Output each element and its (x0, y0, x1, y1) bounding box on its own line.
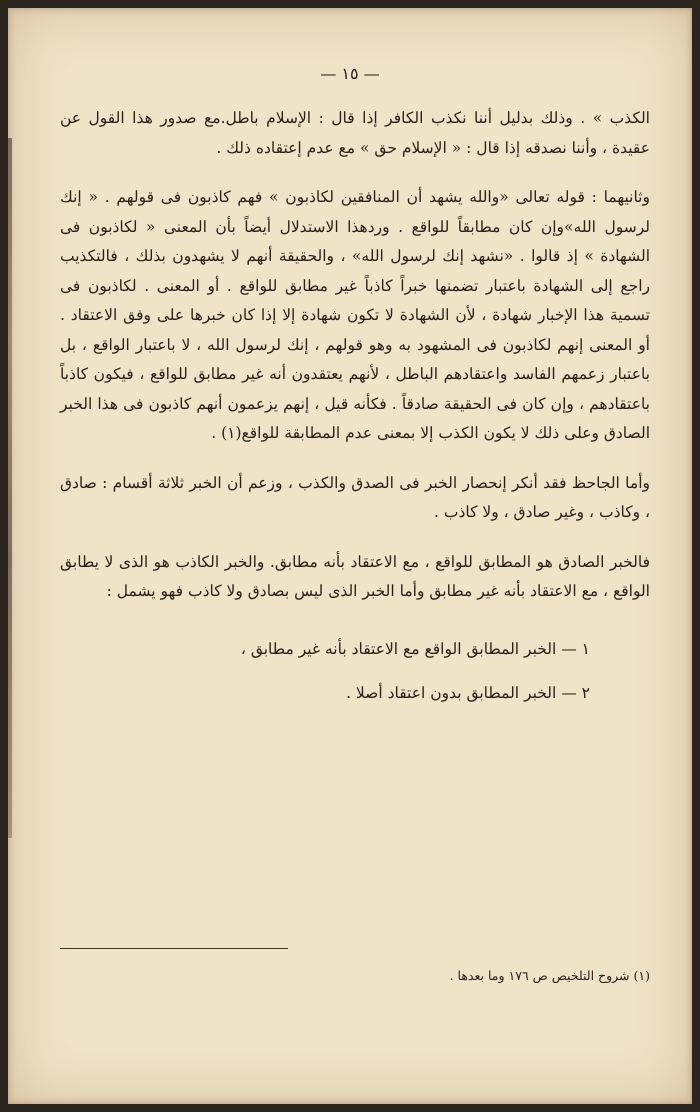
paragraph-4: فالخبر الصادق هو المطابق للواقع ، مع الاعتقاد بأنه مطابق. والخبر الكاذب هو الذى لا يطابق الواقع ، مع الاعتقاد بأنه غير مطابق وأما الخبر الذى ليس بصادق ولا كاذب فهو يشمل : (60, 552, 650, 600)
book-page (8, 8, 692, 1104)
paragraph-3: وأما الجاحظ فقد أنكر إنحصار الخبر فى الصدق والكذب ، وزعم أن الخبر ثلاثة أقسام : صادق ، وكاذب ، وغير صادق ، ولا كاذب . (60, 473, 650, 521)
footnote: (١) شروح التلخيص ص ١٧٦ وما بعدها . (449, 968, 650, 983)
numbered-list (60, 627, 650, 715)
list-item: ٢ — الخبر المطابق بدون اعتقاد أصلا . (346, 683, 590, 702)
paragraph-2: وثانيهما : قوله تعالى «والله يشهد أن المنافقين لكاذبون » فهم كاذبون فى قولهم . « إنك لرسول الله»وإن كان مطابقاً للواقع . وردهذا الاستدلال أيضاً بأن المعنى « لكاذبون فى الشهادة » إذ قالوا . «نشهد إنك لرسول الله» ، والحقيقة أنهم لا يشهدون بذلك ، فالتكذيب راجع إلى الشهادة باعتبار تضمنها خبراً كاذباً غير مطابق للواقع . أو المعنى . لكاذبون فى تسمية هذا الإخبار شهادة ، لأن الشهادة لا تكون شهادة إلا إذا كان خبرها على وفق الاعتقاد . أو المعنى إنهم لكاذبون فى المشهود به وهو قولهم ، إنك لرسول الله ، لا باعتبار الواقع ، بل باعتبار زعمهم الفاسد واعتقادهم الباطل ، لأنهم يعتقدون أنه غير مطابق للواقع ، فيكون كاذباً باعتقادهم ، وإن كان فى الحقيقة صادقاً . فكأنه قيل ، إنهم يزعمون أنهم كاذبون فى هذا الخبر الصادق وعلى ذلك لا يكون الكذب إلا بمعنى عدم المطابقة للواقع(١) . (60, 188, 651, 442)
binding-edge (8, 138, 12, 838)
footnote-divider (60, 948, 288, 949)
paragraph-1: الكذب » . وذلك بدليل أننا نكذب الكافر إذا قال : الإسلام باطل.مع صدور هذا القول عن عقيدة ، وأننا نصدقه إذا قال : « الإسلام حق » مع عدم إعتقاده ذلك . (60, 109, 650, 157)
list-item: ١ — الخبر المطابق الواقع مع الاعتقاد بأنه غير مطابق ، (240, 639, 590, 658)
page-number: — ١٥ — (320, 64, 380, 83)
page-body (60, 104, 650, 735)
